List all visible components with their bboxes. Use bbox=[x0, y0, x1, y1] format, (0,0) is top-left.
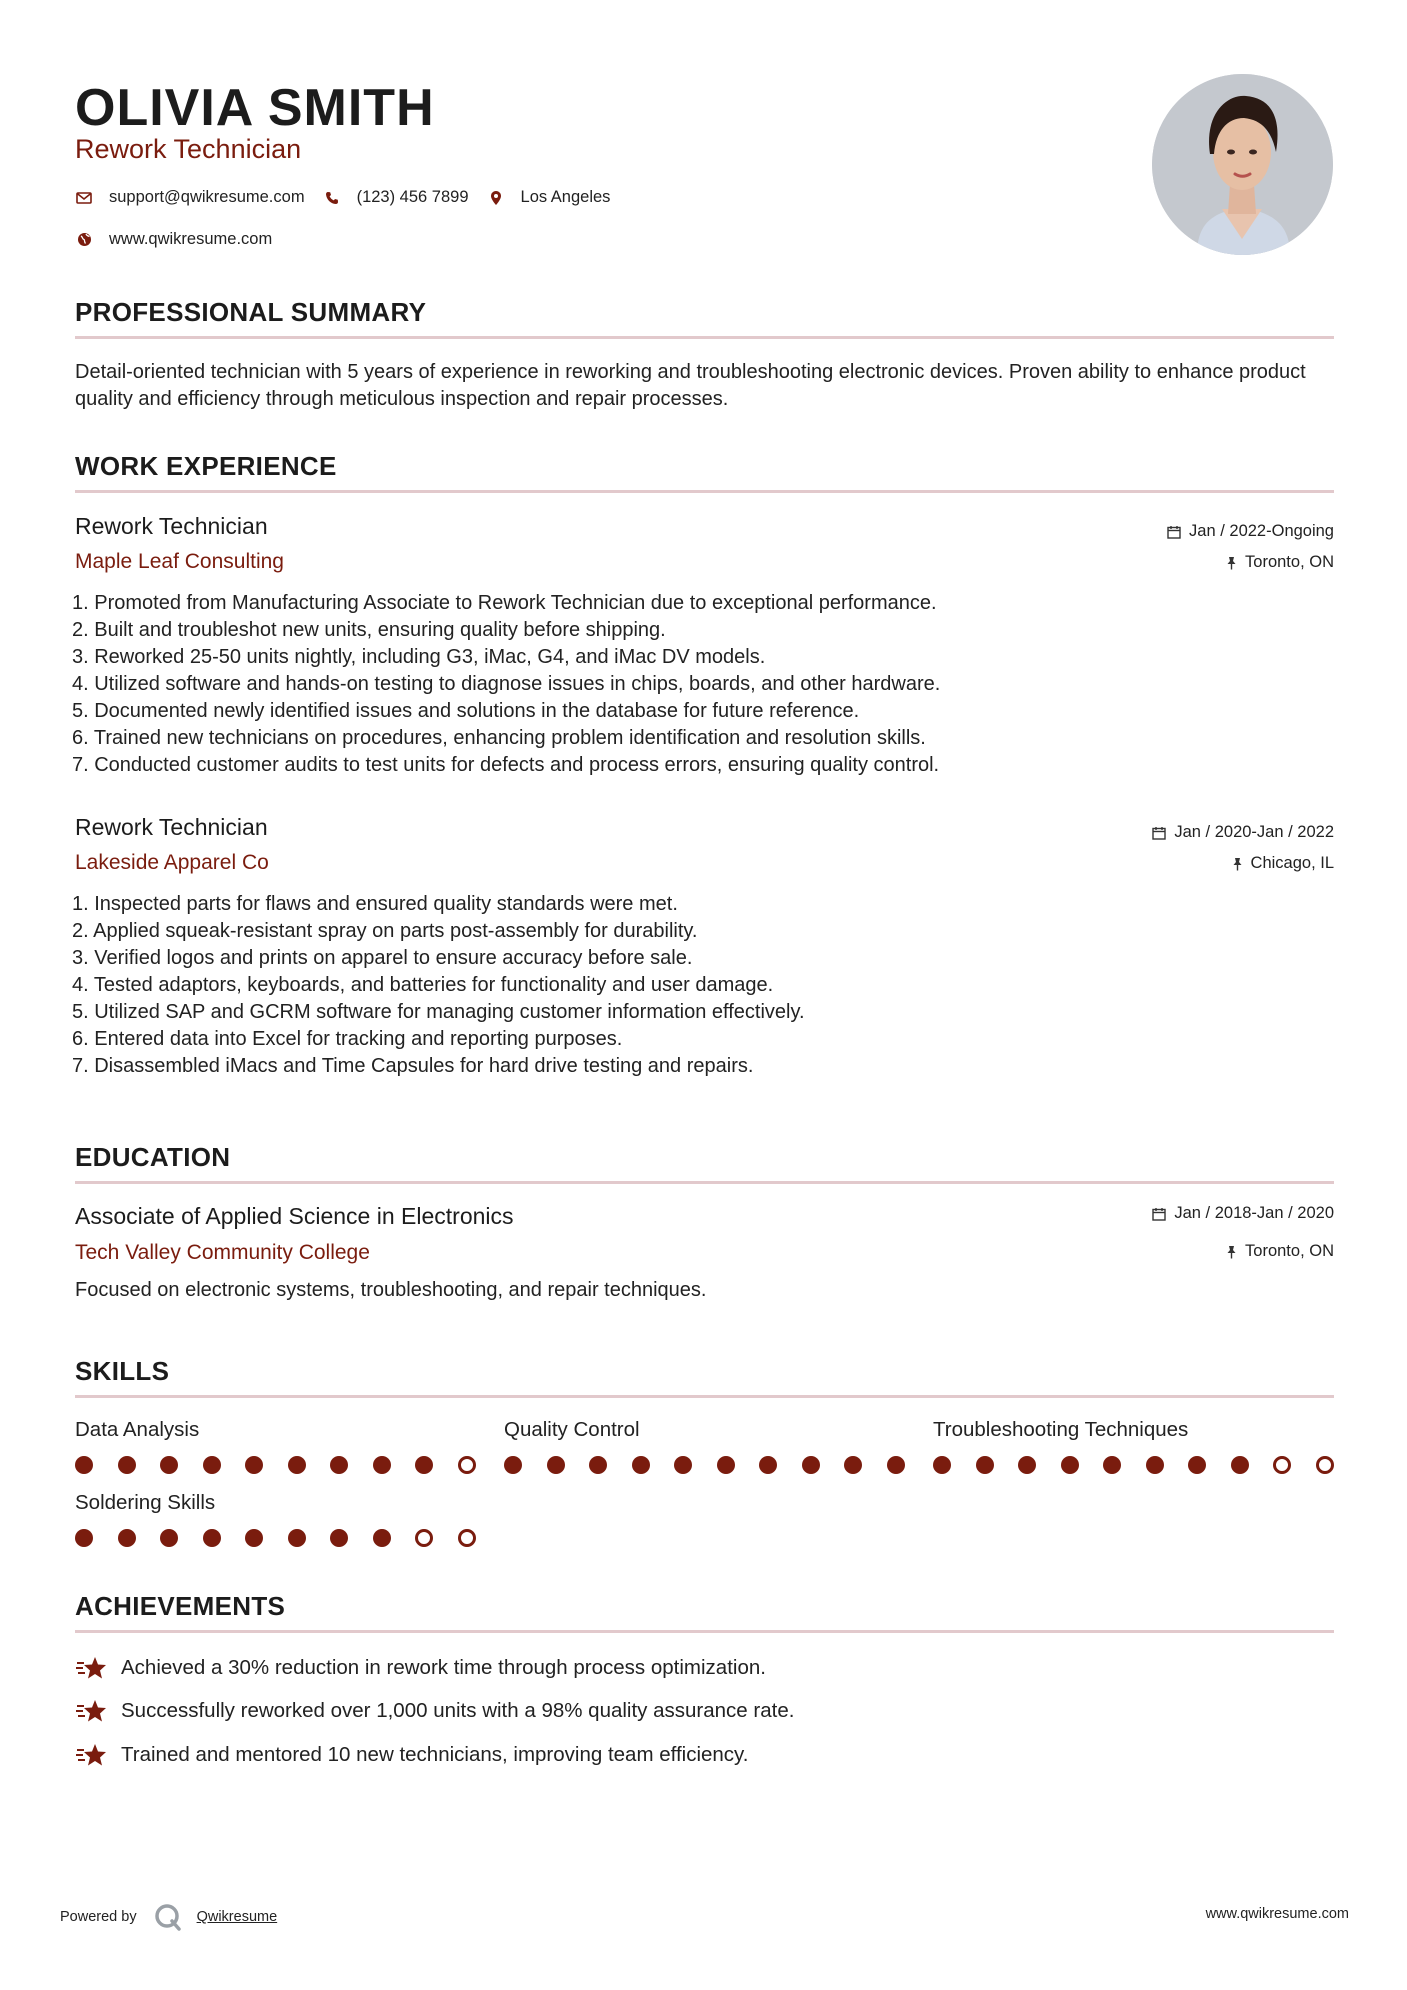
skill-rating bbox=[75, 1529, 500, 1547]
job-location bbox=[1226, 553, 1334, 572]
footer-powered-by bbox=[60, 1902, 277, 1932]
job-dates bbox=[1152, 823, 1334, 842]
skill-label: Quality Control bbox=[504, 1418, 640, 1441]
skill-dot-filled bbox=[1188, 1456, 1206, 1474]
contact-row-primary bbox=[75, 188, 628, 207]
list-item: 6. Entered data into Excel for tracking and reporting purposes. bbox=[72, 1028, 623, 1050]
summary-divider bbox=[75, 336, 1334, 339]
skill-label: Data Analysis bbox=[75, 1418, 200, 1441]
qwikresume-logo-icon bbox=[153, 1902, 183, 1932]
skill-dot-filled bbox=[1018, 1456, 1036, 1474]
skill-dot-filled bbox=[75, 1529, 93, 1547]
skill-dot-filled bbox=[887, 1456, 905, 1474]
job-location bbox=[1232, 854, 1334, 873]
job-bullets bbox=[72, 590, 1252, 779]
list-item: 2. Applied squeak-resistant spray on parts post-assembly for durability. bbox=[72, 920, 698, 942]
experience-heading: WORK EXPERIENCE bbox=[75, 451, 337, 481]
achievement-item bbox=[75, 1741, 748, 1769]
list-item: 1. Promoted from Manufacturing Associate to Rework Technician due to exceptional performance. bbox=[72, 592, 937, 614]
powered-by-text: Powered by bbox=[60, 1909, 137, 1925]
job-company: Lakeside Apparel Co bbox=[75, 851, 269, 874]
skill-dot-filled bbox=[160, 1456, 178, 1474]
contact-phone-text: (123) 456 7899 bbox=[356, 188, 469, 206]
footer-website[interactable]: www.qwikresume.com bbox=[1205, 1906, 1349, 1922]
skill-dot-filled bbox=[373, 1456, 391, 1474]
skill-dot-filled bbox=[674, 1456, 692, 1474]
list-item: 2. Built and troubleshot new units, ensuring quality before shipping. bbox=[72, 619, 666, 641]
skill-dot-filled bbox=[759, 1456, 777, 1474]
skill-dot-filled bbox=[589, 1456, 607, 1474]
skill-dot-filled bbox=[373, 1529, 391, 1547]
skill-dot-filled bbox=[330, 1529, 348, 1547]
skill-dot-filled bbox=[118, 1456, 136, 1474]
list-item: 6. Trained new technicians on procedures, enhancing problem identification and resolution skills. bbox=[72, 727, 926, 749]
skill-rating bbox=[933, 1456, 1358, 1474]
calendar-icon bbox=[1152, 1207, 1166, 1221]
skill-dot-empty bbox=[415, 1529, 433, 1547]
achievement-text: Trained and mentored 10 new technicians, improving team efficiency. bbox=[121, 1743, 749, 1766]
skill-dot-filled bbox=[1061, 1456, 1079, 1474]
contact-website[interactable] bbox=[75, 230, 272, 249]
skill-dot-filled bbox=[118, 1529, 136, 1547]
skill-dot-empty bbox=[1316, 1456, 1334, 1474]
candidate-name: OLIVIA SMITH bbox=[75, 79, 435, 137]
achievement-item bbox=[75, 1697, 794, 1725]
experience-divider bbox=[75, 490, 1334, 493]
skill-label: Soldering Skills bbox=[75, 1491, 216, 1514]
envelope-icon bbox=[75, 189, 93, 207]
skill-dot-filled bbox=[504, 1456, 522, 1474]
list-item: 7. Conducted customer audits to test units for defects and process errors, ensuring quality control. bbox=[72, 754, 940, 776]
skill-data-analysis bbox=[75, 1418, 500, 1474]
skill-dot-filled bbox=[802, 1456, 820, 1474]
job-dates-text: Jan / 2020-Jan / 2022 bbox=[1174, 823, 1334, 841]
skill-quality-control bbox=[504, 1418, 929, 1474]
job-dates-text: Jan / 2022-Ongoing bbox=[1189, 522, 1334, 540]
contact-location-text: Los Angeles bbox=[520, 188, 611, 206]
skill-dot-filled bbox=[75, 1456, 93, 1474]
list-item: 3. Reworked 25-50 units nightly, including G3, iMac, G4, and iMac DV models. bbox=[72, 646, 766, 668]
skill-dot-filled bbox=[632, 1456, 650, 1474]
skill-dot-filled bbox=[330, 1456, 348, 1474]
skill-rating bbox=[504, 1456, 929, 1474]
skills-heading: SKILLS bbox=[75, 1356, 170, 1386]
education-location bbox=[1226, 1242, 1334, 1261]
contact-row-secondary bbox=[75, 230, 290, 249]
list-item: 5. Utilized SAP and GCRM software for managing customer information effectively. bbox=[72, 1001, 805, 1023]
skill-dot-empty bbox=[458, 1456, 476, 1474]
skill-dot-filled bbox=[1103, 1456, 1121, 1474]
list-item: 3. Verified logos and prints on apparel to ensure accuracy before sale. bbox=[72, 947, 693, 969]
job-title: Rework Technician bbox=[75, 814, 268, 840]
education-divider bbox=[75, 1181, 1334, 1184]
list-item: 7. Disassembled iMacs and Time Capsules for hard drive testing and repairs. bbox=[72, 1055, 754, 1077]
list-item: 1. Inspected parts for flaws and ensured quality standards were met. bbox=[72, 893, 678, 915]
skill-rating bbox=[75, 1456, 500, 1474]
achievements-heading: ACHIEVEMENTS bbox=[75, 1591, 286, 1621]
map-pin-icon bbox=[487, 189, 505, 207]
skill-dot-filled bbox=[933, 1456, 951, 1474]
contact-email-text: support@qwikresume.com bbox=[109, 188, 305, 206]
summary-text: Detail-oriented technician with 5 years of experience in reworking and troubleshooting electronic devices. Proven ability to enhance product quality and efficiency through meticulous inspection and repair processes. bbox=[75, 361, 1306, 410]
skill-dot-filled bbox=[1231, 1456, 1249, 1474]
education-heading: EDUCATION bbox=[75, 1142, 231, 1172]
skill-dot-filled bbox=[976, 1456, 994, 1474]
achievement-text: Successfully reworked over 1,000 units with a 98% quality assurance rate. bbox=[121, 1699, 795, 1722]
skill-dot-filled bbox=[288, 1456, 306, 1474]
profile-photo bbox=[1152, 74, 1333, 255]
pushpin-icon bbox=[1226, 1245, 1237, 1259]
star-icon bbox=[75, 1697, 109, 1725]
skill-dot-filled bbox=[203, 1529, 221, 1547]
globe-icon bbox=[75, 231, 93, 249]
achievement-text: Achieved a 30% reduction in rework time through process optimization. bbox=[121, 1656, 766, 1679]
summary-heading: PROFESSIONAL SUMMARY bbox=[75, 297, 427, 327]
job-location-text: Chicago, IL bbox=[1250, 854, 1334, 872]
skill-dot-filled bbox=[203, 1456, 221, 1474]
education-dates-text: Jan / 2018-Jan / 2020 bbox=[1174, 1204, 1334, 1222]
contact-email[interactable] bbox=[75, 188, 305, 207]
skill-dot-filled bbox=[1146, 1456, 1164, 1474]
skill-dot-filled bbox=[415, 1456, 433, 1474]
skill-dot-filled bbox=[245, 1529, 263, 1547]
pushpin-icon bbox=[1226, 556, 1237, 570]
achievements-divider bbox=[75, 1630, 1334, 1633]
skill-dot-filled bbox=[547, 1456, 565, 1474]
achievement-item bbox=[75, 1654, 766, 1682]
calendar-icon bbox=[1167, 525, 1181, 539]
education-description: Focused on electronic systems, troubleshooting, and repair techniques. bbox=[75, 1279, 707, 1301]
qwikresume-link[interactable]: Qwikresume bbox=[196, 1909, 278, 1925]
job-title: Rework Technician bbox=[75, 513, 268, 539]
job-bullets bbox=[72, 891, 1252, 1080]
skill-dot-filled bbox=[717, 1456, 735, 1474]
job-location-text: Toronto, ON bbox=[1245, 553, 1334, 571]
skill-troubleshooting bbox=[933, 1418, 1358, 1474]
star-icon bbox=[75, 1654, 109, 1682]
skill-dot-filled bbox=[245, 1456, 263, 1474]
education-location-text: Toronto, ON bbox=[1245, 1242, 1334, 1260]
education-school: Tech Valley Community College bbox=[75, 1241, 370, 1264]
skill-label: Troubleshooting Techniques bbox=[933, 1418, 1189, 1441]
pushpin-icon bbox=[1232, 857, 1243, 871]
skills-divider bbox=[75, 1395, 1334, 1398]
list-item: 4. Utilized software and hands-on testing to diagnose issues in chips, boards, and other hardware. bbox=[72, 673, 941, 695]
skill-soldering bbox=[75, 1491, 500, 1547]
skill-dot-empty bbox=[1273, 1456, 1291, 1474]
list-item: 5. Documented newly identified issues and solutions in the database for future reference. bbox=[72, 700, 860, 722]
job-dates bbox=[1167, 522, 1334, 541]
contact-website-text: www.qwikresume.com bbox=[109, 230, 273, 248]
education-dates bbox=[1152, 1204, 1334, 1223]
education-degree: Associate of Applied Science in Electronics bbox=[75, 1203, 514, 1229]
skill-dot-filled bbox=[844, 1456, 862, 1474]
contact-phone[interactable] bbox=[323, 188, 469, 207]
list-item: 4. Tested adaptors, keyboards, and batteries for functionality and user damage. bbox=[72, 974, 774, 996]
contact-location bbox=[487, 188, 611, 207]
skill-dot-empty bbox=[458, 1529, 476, 1547]
skill-dot-filled bbox=[288, 1529, 306, 1547]
star-icon bbox=[75, 1741, 109, 1769]
job-company: Maple Leaf Consulting bbox=[75, 550, 284, 573]
skill-dot-filled bbox=[160, 1529, 178, 1547]
phone-icon bbox=[323, 189, 341, 207]
calendar-icon bbox=[1152, 826, 1166, 840]
candidate-role: Rework Technician bbox=[75, 134, 302, 164]
